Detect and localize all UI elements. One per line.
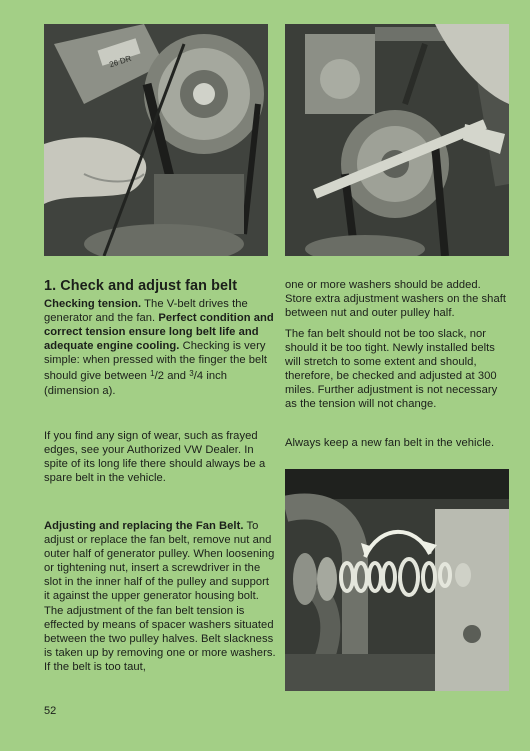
right-para-3: Always keep a new fan belt in the vehicle. [285, 437, 495, 449]
wear-paragraph [44, 429, 277, 485]
fraction-2-denominator: 4 [196, 370, 204, 383]
adjusting-text: To adjust or replace the fan belt, remove nut and outer half of generator pulley. When loosening or tightening nut, insert a screwdriver in the slot in the inner half of the pulley and support it against the upper generator housing bolt. The adjustment of the fan belt tension is effected by means of spacer washers situated between the two pulley halves. Belt slackness is taken up by removing one or more washers. If the belt is too taut, [44, 520, 276, 673]
right-para-2: The fan belt should not be too slack, nor should it be too tight. Newly installed belts will stretch to some extent and should, therefore, be checked and adjusted at 300 miles. Further adjustment is not necessary as the tension will not change. [285, 328, 498, 411]
slack-paragraph [285, 327, 510, 412]
wear-text: If you find any sign of wear, such as frayed edges, see your Authorized VW Dealer. In spite of its long life there should always be a spare belt in the vehicle. [44, 430, 266, 485]
part-number-badge: 26 DR [108, 53, 133, 70]
photo-pulley-nut-removal [285, 24, 509, 256]
fraction-1-denominator: 2 [157, 370, 165, 383]
photo-belt-tension-check [44, 24, 268, 256]
spare-belt-paragraph [285, 436, 510, 450]
checking-text-b: Checking is very simple: when pressed with the finger the belt should give between [44, 340, 268, 383]
checking-tension-paragraph: Checking tension. The V-belt drives the generator and the fan. Perfect condition and correct tension ensure long belt life and adequate engine cooling. Checking is very simple: when pressed with the finger the belt should give between $^1$/2 and $^3$/4 inch (dimension a). [44, 298, 274, 397]
right-para-1: one or more washers should be added. Store extra adjustment washers on the shaft between nut and outer pulley half. [285, 279, 507, 320]
fraction-1-numerator: 1 [150, 369, 155, 379]
fraction-2-numerator: 3 [189, 369, 194, 379]
page-number: 52 [44, 705, 57, 717]
adjusting-paragraph [44, 519, 277, 674]
checking-text-c: inch (dimension a). [44, 370, 228, 397]
checking-bold-text: Perfect condition and correct tension ensure long belt life and adequate engine cooling. [44, 312, 274, 353]
checking-text-a: The V-belt drives the generator and the fan. [44, 298, 248, 325]
checking-tension-lead: Checking tension. [44, 298, 142, 310]
washers-paragraph [285, 278, 510, 320]
adjusting-lead: Adjusting and replacing the Fan Belt. [44, 520, 244, 532]
section-heading: 1. Check and adjust fan belt [44, 278, 238, 294]
fraction-and: and [164, 370, 190, 383]
photo-pulley-washers [285, 469, 509, 691]
